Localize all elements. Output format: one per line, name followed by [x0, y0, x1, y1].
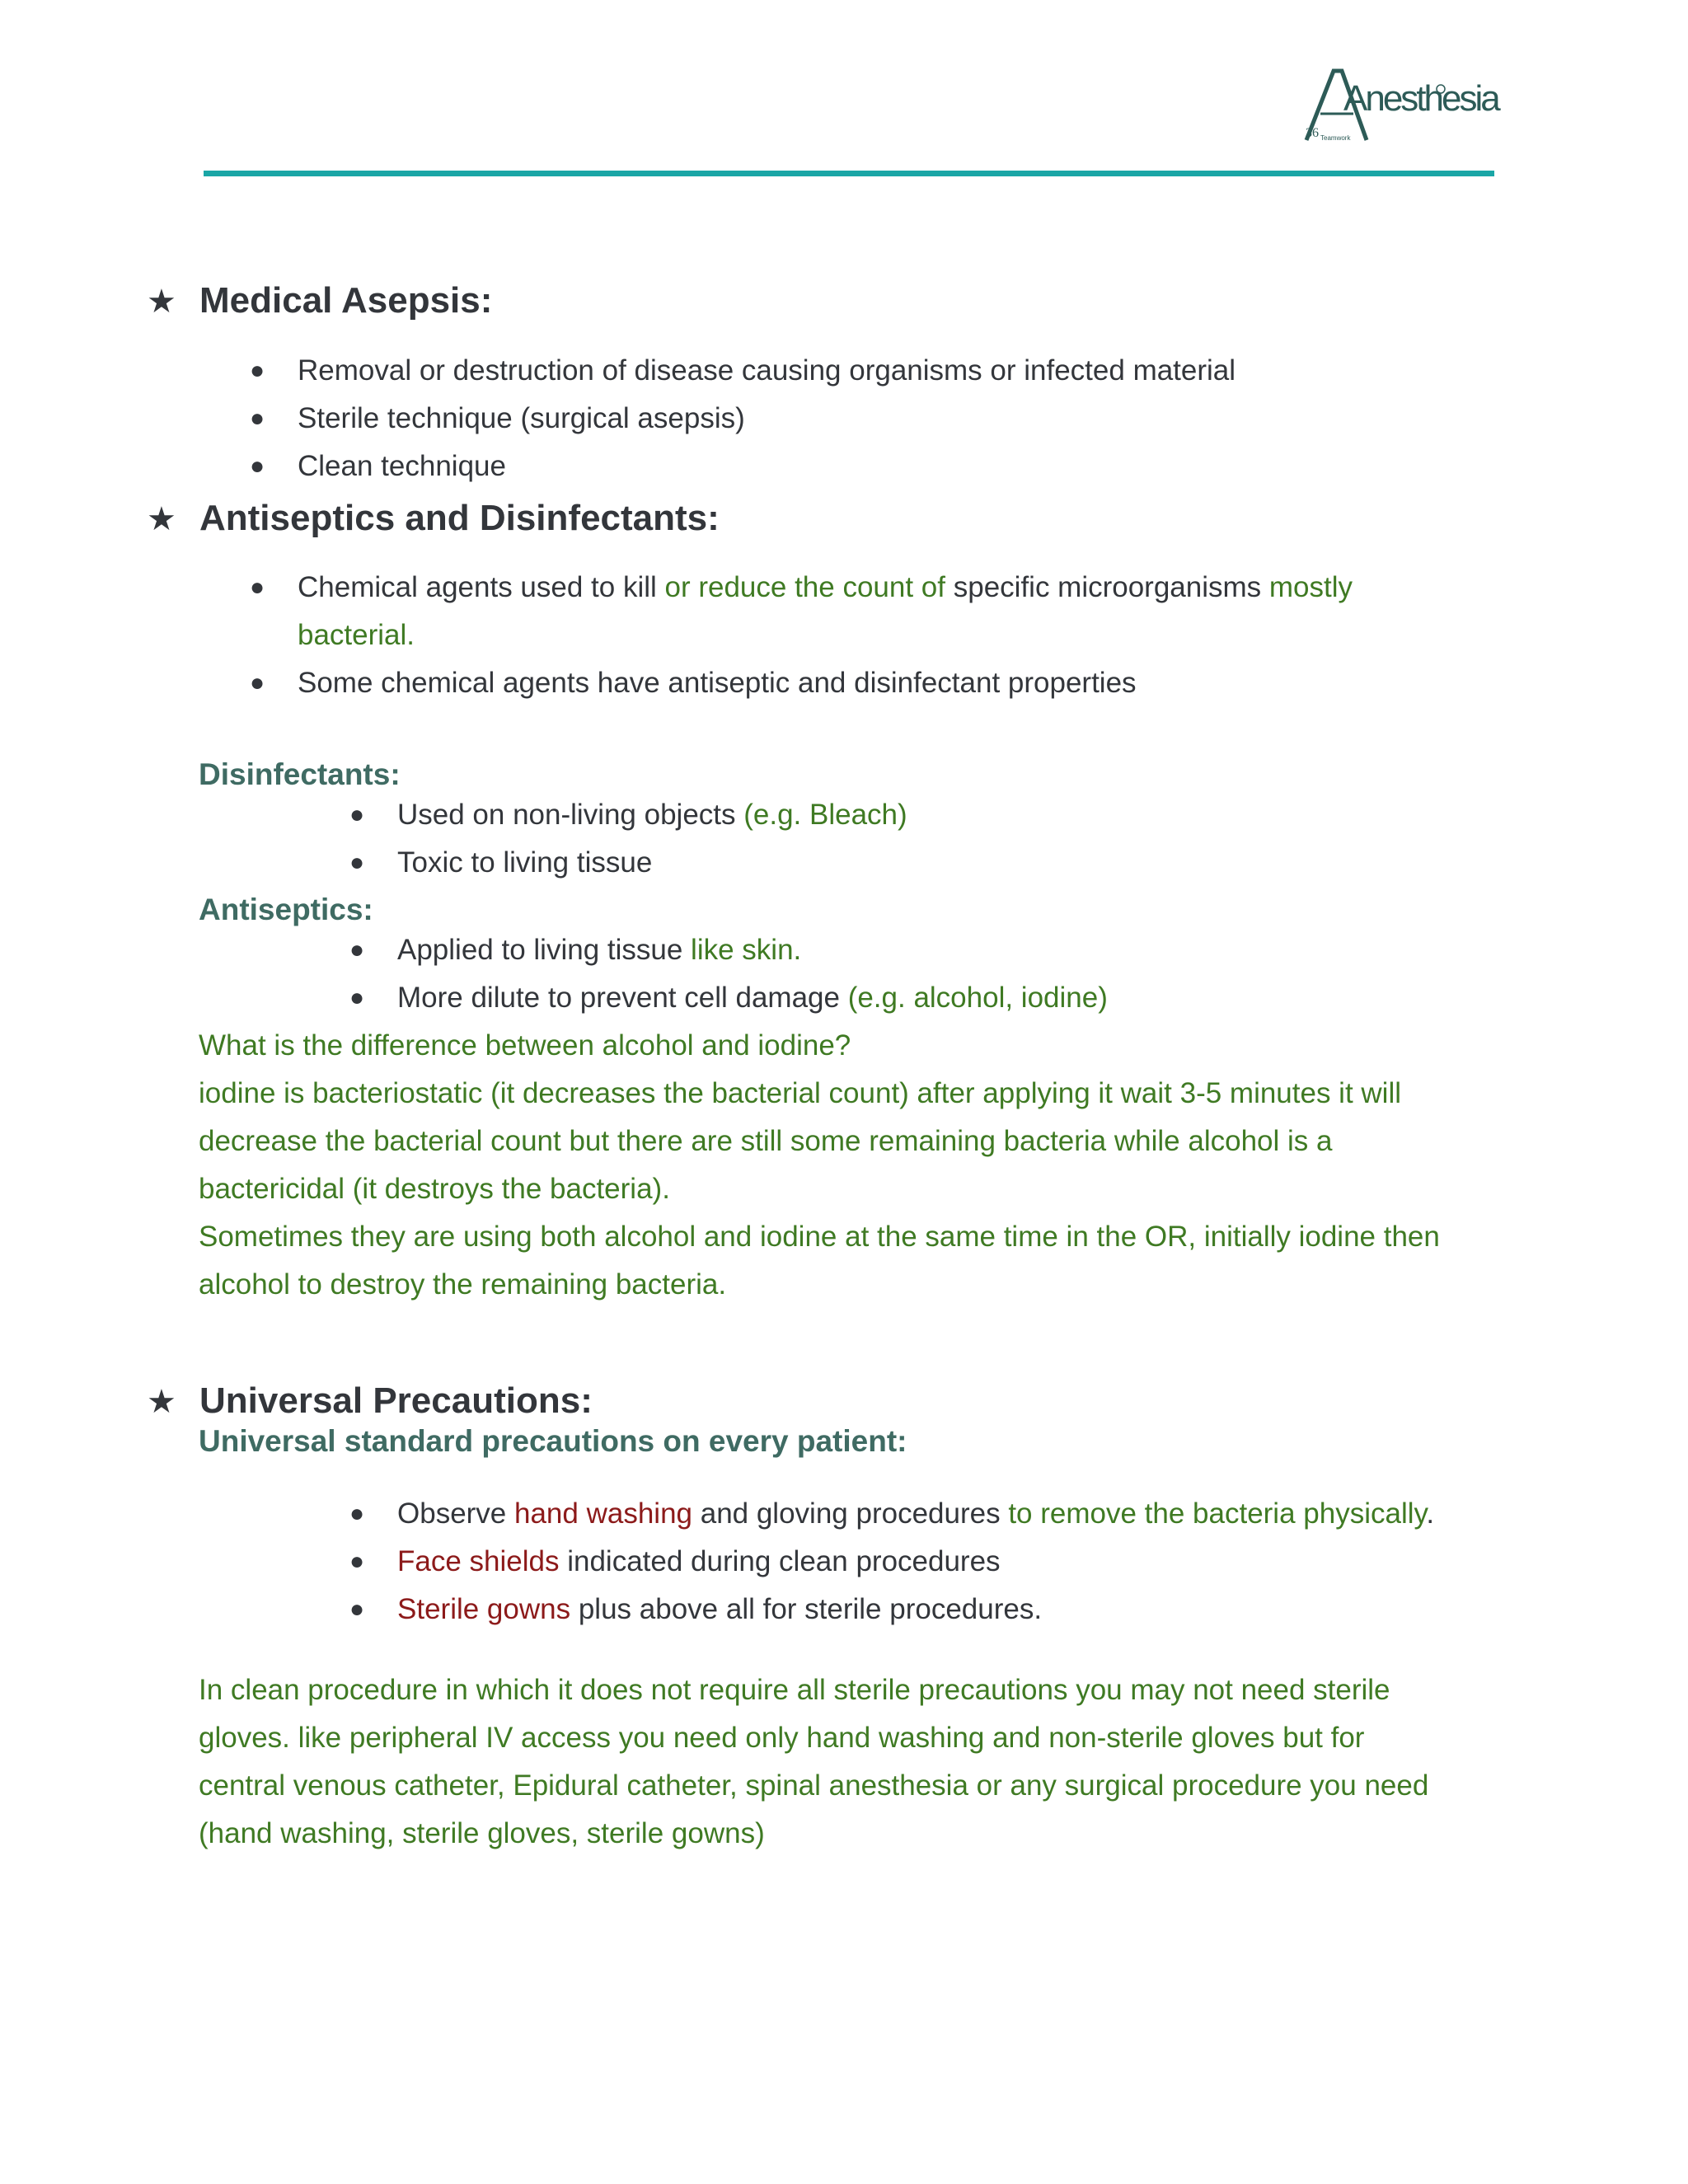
logo-wordmark: Anesthesia: [1343, 78, 1498, 119]
list-item: [349, 1538, 1001, 1586]
annotation-paragraph: [199, 1022, 1501, 1309]
subheading-disinfectants: Disinfectants:: [199, 757, 401, 791]
paragraph-line: central venous catheter, Epidural catheter, spinal anesthesia or any surgical procedure you need: [199, 1769, 1429, 1802]
bullet-icon: ●: [349, 984, 365, 1011]
paragraph-line: Sometimes they are using both alcohol and iodine at the same time in the OR, initially iodine then: [199, 1221, 1440, 1253]
list-item: [250, 395, 745, 443]
bullet-icon: ●: [349, 936, 365, 963]
header-divider: [204, 171, 1494, 176]
list-item: [349, 791, 907, 839]
subheading-universal-standard: Universal standard precautions on every patient:: [199, 1424, 907, 1458]
text-run: Applied to living tissue: [397, 934, 692, 966]
anesthesia-logo: [1302, 64, 1498, 147]
bullet-icon: ●: [349, 1596, 365, 1623]
annotation-text: (e.g. alcohol, iodine): [847, 982, 1108, 1014]
list-item: [250, 347, 1236, 395]
annotation-text: (e.g. Bleach): [743, 799, 907, 831]
text-run: .: [1426, 1497, 1435, 1530]
paragraph-line: (hand washing, sterile gloves, sterile gowns): [199, 1817, 765, 1849]
list-item: [349, 926, 802, 974]
paragraph-line: iodine is bacteriostatic (it decreases the bacterial count) after applying it wait 3-5 minutes it will: [199, 1077, 1402, 1109]
list-item-continuation: bacterial.: [298, 619, 415, 651]
text-run: plus above all for sterile procedures.: [570, 1593, 1043, 1625]
section-title: Medical Asepsis:: [199, 280, 493, 321]
text-run: Used on non-living objects: [397, 799, 744, 831]
list-item: [250, 564, 1353, 612]
bullet-icon: ●: [349, 801, 365, 828]
text-run: indicated during clean procedures: [559, 1545, 1001, 1577]
paragraph-line: bactericidal (it destroys the bacteria).: [199, 1173, 670, 1205]
section-title: Universal Precautions:: [199, 1380, 593, 1421]
text-run: Chemical agents used to kill: [298, 571, 665, 603]
highlight-text: hand washing: [514, 1497, 692, 1530]
list-item: [250, 443, 506, 490]
star-icon: ★: [147, 501, 176, 537]
list-item-text: Toxic to living tissue: [397, 846, 653, 879]
text-run: More dilute to prevent cell damage: [397, 982, 848, 1014]
bullet-icon: ●: [250, 405, 265, 432]
annotation-text: mostly: [1268, 571, 1353, 603]
highlight-text: Sterile gowns: [397, 1593, 571, 1625]
paragraph-line: In clean procedure in which it does not require all sterile precautions you may not need sterile: [199, 1674, 1390, 1706]
paragraph-line: decrease the bacterial count but there are still some remaining bacteria while alcohol is a: [199, 1125, 1333, 1157]
list-item: [349, 974, 1108, 1022]
bullet-icon: ●: [250, 452, 265, 480]
bullet-icon: ●: [349, 849, 365, 876]
annotation-text: like skin.: [691, 934, 802, 966]
bullet-icon: ●: [250, 357, 265, 384]
annotation-text: to remove the bacteria physically: [1008, 1497, 1427, 1530]
bullet-icon: ●: [349, 1500, 365, 1527]
list-item: [349, 839, 653, 887]
section-heading-antiseptics-disinfectants: [147, 498, 720, 539]
list-item: [349, 1586, 1043, 1633]
section-title: Antiseptics and Disinfectants:: [199, 498, 720, 538]
logo-subtitle: Teamwork: [1320, 134, 1351, 142]
text-run: Observe: [397, 1497, 514, 1530]
section-heading-medical-asepsis: [147, 280, 492, 321]
paragraph-line: What is the difference between alcohol and iodine?: [199, 1029, 851, 1062]
list-item: [349, 1490, 1435, 1538]
list-item-text: Sterile technique (surgical asepsis): [298, 402, 745, 434]
bullet-icon: ●: [250, 669, 265, 696]
list-item: [250, 659, 1137, 707]
star-icon: ★: [147, 1384, 176, 1420]
section-heading-universal-precautions: [147, 1380, 593, 1422]
bullet-icon: ●: [349, 1548, 365, 1575]
highlight-text: Face shields: [397, 1545, 560, 1577]
subheading-antiseptics: Antiseptics:: [199, 893, 373, 926]
text-run: and gloving procedures: [692, 1497, 1009, 1530]
paragraph-line: alcohol to destroy the remaining bacteria.: [199, 1268, 727, 1301]
bullet-icon: ●: [250, 574, 265, 601]
annotation-paragraph: [199, 1666, 1501, 1858]
star-icon: ★: [147, 284, 176, 320]
list-item-text: Clean technique: [298, 450, 506, 482]
paragraph-line: gloves. like peripheral IV access you need only hand washing and non-sterile gloves but for: [199, 1722, 1365, 1754]
logo-badge: 36: [1306, 126, 1319, 140]
list-item-text: Removal or destruction of disease causing organisms or infected material: [298, 354, 1236, 387]
list-item-text: Some chemical agents have antiseptic and disinfectant properties: [298, 667, 1137, 699]
annotation-text: or reduce the count of: [664, 571, 954, 603]
text-run: specific microorganisms: [953, 571, 1269, 603]
